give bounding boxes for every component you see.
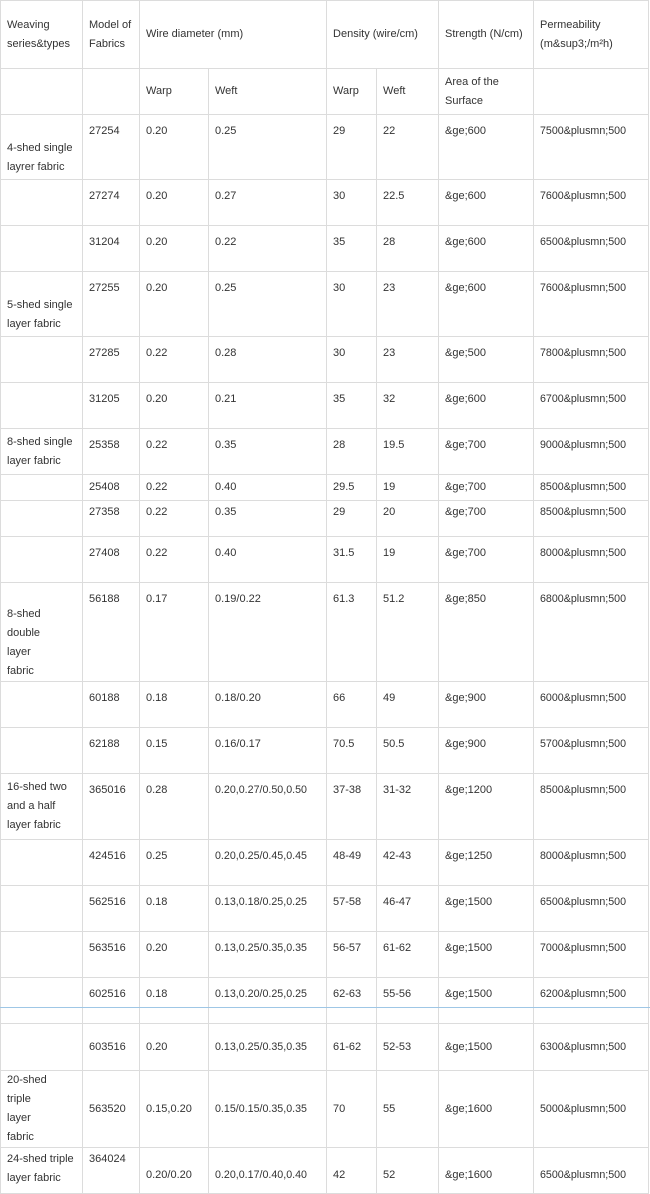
- cell-warp-density: 56-57: [327, 932, 377, 978]
- cell-warp-density: 30: [327, 337, 377, 383]
- cell-warp-density: 70: [327, 1071, 377, 1148]
- header-strength: Strength (N/cm): [439, 1, 534, 69]
- cell-weft-diameter: 0.35: [209, 501, 327, 537]
- cell-weft-density: 19: [377, 537, 439, 583]
- cell-model: 56188: [83, 583, 140, 682]
- cell-permeability: 7000&plusmn;500: [540, 942, 627, 954]
- cell-permeability: 7800&plusmn;500: [540, 347, 627, 359]
- series-label-empty: [1, 537, 83, 583]
- cell-warp-diameter: 0.22: [140, 429, 209, 475]
- series-label: 16-shed two and a half layer fabric: [1, 774, 83, 840]
- cell-permeability: 7500&plusmn;500: [540, 125, 627, 137]
- cell-warp-density: 66: [327, 682, 377, 728]
- cell-weft-density: 61-62: [377, 932, 439, 978]
- cell-permeability: 8500&plusmn;500: [540, 506, 627, 518]
- header-weft-density: Weft: [377, 69, 439, 115]
- series-label-empty: [1, 1024, 83, 1071]
- cell-warp-density: 37-38: [327, 774, 377, 840]
- cell-permeability: 6300&plusmn;500: [540, 1040, 627, 1053]
- cell-weft-diameter: 0.25: [209, 272, 327, 337]
- cell-permeability: 6800&plusmn;500: [540, 593, 627, 605]
- series-label: 5-shed single layer fabric: [1, 272, 83, 337]
- cell-model: 27274: [83, 180, 140, 226]
- cell-warp-diameter: 0.22: [140, 501, 209, 537]
- header-weft-diameter: Weft: [209, 69, 327, 115]
- cell-warp-density: 61-62: [327, 1024, 377, 1071]
- cell-weft-diameter: 0.22: [209, 226, 327, 272]
- cell-weft-density: 46-47: [377, 886, 439, 932]
- series-label: 4-shed single layrer fabric: [1, 115, 83, 180]
- series-label-empty: [1, 180, 83, 226]
- cell-warp-density: 28: [327, 429, 377, 475]
- cell-warp-diameter: 0.25: [140, 840, 209, 886]
- cell-weft-density: 55: [377, 1071, 439, 1148]
- cell-permeability: 8000&plusmn;500: [540, 850, 627, 862]
- cell-warp-diameter: 0.18: [140, 682, 209, 728]
- cell-model: 563516: [83, 932, 140, 978]
- cell-warp-density: 62-63: [327, 978, 377, 1024]
- series-label: 20-shed triple layer fabric: [1, 1071, 83, 1148]
- cell-strength: &ge;700: [439, 429, 534, 475]
- header-permeability: Permeability (m&sup3;/m²h): [534, 1, 649, 69]
- series-label-empty: [1, 475, 83, 501]
- cell-warp-density: 57-58: [327, 886, 377, 932]
- cell-permeability: 6500&plusmn;500: [540, 896, 627, 908]
- cell-weft-diameter: 0.13,0.25/0.35,0.35: [215, 942, 307, 954]
- header-warp-density: Warp: [327, 69, 377, 115]
- cell-weft-density: 52-53: [377, 1024, 439, 1071]
- cell-strength: &ge;600: [439, 115, 534, 180]
- cell-warp-density: 29: [327, 115, 377, 180]
- header-model: Model of Fabrics: [83, 1, 140, 69]
- cell-weft-diameter: 0.15/0.15/0.35,0.35: [215, 1102, 307, 1115]
- cell-permeability: 5000&plusmn;500: [540, 1102, 627, 1115]
- cell-strength: &ge;1500: [439, 886, 534, 932]
- cell-weft-density: 23: [377, 337, 439, 383]
- cell-weft-density: 52: [377, 1148, 439, 1194]
- cell-model: 364024: [83, 1148, 140, 1194]
- cell-warp-density: 35: [327, 383, 377, 429]
- cell-model: 603516: [83, 1024, 140, 1071]
- cell-weft-diameter: 0.40: [209, 537, 327, 583]
- cell-warp-diameter: 0.20: [140, 226, 209, 272]
- cell-strength: &ge;700: [439, 475, 534, 501]
- cell-warp-density: 70.5: [327, 728, 377, 774]
- cell-strength: &ge;900: [439, 682, 534, 728]
- cell-warp-diameter: 0.17: [140, 583, 209, 682]
- cell-warp-diameter: 0.22: [140, 337, 209, 383]
- cell-weft-density: 22.5: [377, 180, 439, 226]
- cell-model: 27254: [83, 115, 140, 180]
- cell-weft-density: 50.5: [377, 728, 439, 774]
- cell-warp-density: 31.5: [327, 537, 377, 583]
- cell-strength: &ge;600: [439, 180, 534, 226]
- cell-strength: &ge;700: [439, 537, 534, 583]
- cell-strength: &ge;600: [439, 383, 534, 429]
- cell-weft-density: 31-32: [377, 774, 439, 840]
- series-label-empty: [1, 840, 83, 886]
- cell-warp-diameter: 0.18: [140, 886, 209, 932]
- cell-model: 31204: [83, 226, 140, 272]
- cell-warp-density: 29: [327, 501, 377, 537]
- cell-model: 27285: [83, 337, 140, 383]
- series-label: 24-shed triple layer fabric: [1, 1148, 83, 1194]
- cell-permeability: 8000&plusmn;500: [540, 547, 627, 559]
- cell-permeability: 6700&plusmn;500: [540, 393, 627, 405]
- cell-model: 562516: [83, 886, 140, 932]
- cell-warp-density: 48-49: [327, 840, 377, 886]
- header-series-types: Weaving series&types: [1, 1, 83, 69]
- cell-strength: &ge;1200: [439, 774, 534, 840]
- cell-strength: &ge;1600: [439, 1148, 534, 1194]
- cell-model: 31205: [83, 383, 140, 429]
- cell-weft-diameter: 0.20,0.17/0.40,0.40: [215, 1169, 307, 1181]
- cell-weft-diameter: 0.21: [209, 383, 327, 429]
- cell-weft-density: 51.2: [377, 583, 439, 682]
- cell-warp-diameter: 0.22: [140, 537, 209, 583]
- separator-line: [0, 1007, 650, 1008]
- header-warp-diameter: Warp: [140, 69, 209, 115]
- cell-permeability: 6500&plusmn;500: [540, 1169, 627, 1181]
- cell-permeability: 6200&plusmn;500: [540, 988, 627, 1000]
- cell-weft-diameter: 0.18/0.20: [209, 682, 327, 728]
- header-area-surface: Area of the Surface: [439, 69, 534, 115]
- header-density: Density (wire/cm): [327, 1, 439, 69]
- cell-model: 25358: [83, 429, 140, 475]
- cell-strength: &ge;600: [439, 272, 534, 337]
- cell-warp-density: 61.3: [327, 583, 377, 682]
- cell-warp-density: 30: [327, 272, 377, 337]
- cell-weft-diameter: 0.27: [209, 180, 327, 226]
- cell-permeability: 6500&plusmn;500: [540, 236, 627, 248]
- cell-weft-diameter: 0.13,0.25/0.35,0.35: [215, 1040, 307, 1053]
- cell-weft-density: 49: [377, 682, 439, 728]
- cell-strength: &ge;700: [439, 501, 534, 537]
- cell-warp-diameter: 0.18: [140, 978, 209, 1024]
- series-label-empty: [1, 932, 83, 978]
- cell-strength: &ge;600: [439, 226, 534, 272]
- series-label-empty: [1, 337, 83, 383]
- cell-warp-density: 29.5: [327, 475, 377, 501]
- series-label: 8-shed double layer fabric: [1, 583, 83, 682]
- series-label-empty: [1, 682, 83, 728]
- cell-weft-density: 19.5: [377, 429, 439, 475]
- cell-permeability: 7600&plusmn;500: [540, 282, 627, 294]
- cell-model: 424516: [83, 840, 140, 886]
- cell-weft-diameter: 0.20,0.27/0.50,0.50: [215, 784, 307, 796]
- cell-weft-density: 55-56: [377, 978, 439, 1024]
- cell-permeability: 9000&plusmn;500: [540, 439, 627, 451]
- cell-strength: &ge;1250: [439, 840, 534, 886]
- cell-weft-diameter: 0.19/0.22: [209, 583, 327, 682]
- cell-model: 563520: [83, 1071, 140, 1148]
- cell-permeability: 6000&plusmn;500: [540, 692, 627, 704]
- series-label-empty: [1, 978, 83, 1024]
- cell-strength: &ge;850: [439, 583, 534, 682]
- cell-warp-diameter: 0.20: [140, 932, 209, 978]
- cell-model: 25408: [83, 475, 140, 501]
- cell-weft-diameter: 0.20,0.25/0.45,0.45: [215, 850, 307, 862]
- cell-model: 27408: [83, 537, 140, 583]
- cell-strength: &ge;1500: [439, 932, 534, 978]
- cell-permeability: 5700&plusmn;500: [540, 738, 627, 750]
- cell-warp-diameter: 0.20: [140, 272, 209, 337]
- cell-warp-diameter: 0.28: [140, 774, 209, 840]
- cell-warp-diameter: 0.20: [140, 383, 209, 429]
- cell-strength: &ge;500: [439, 337, 534, 383]
- series-label-empty: [1, 383, 83, 429]
- cell-weft-density: 22: [377, 115, 439, 180]
- cell-strength: &ge;900: [439, 728, 534, 774]
- cell-model: 602516: [83, 978, 140, 1024]
- cell-weft-diameter: 0.40: [209, 475, 327, 501]
- cell-weft-diameter: 0.28: [209, 337, 327, 383]
- cell-weft-diameter: 0.35: [209, 429, 327, 475]
- cell-warp-diameter: 0.20: [140, 180, 209, 226]
- series-label-empty: [1, 501, 83, 537]
- cell-strength: &ge;1500: [439, 1024, 534, 1071]
- cell-warp-diameter: 0.20/0.20: [140, 1148, 209, 1194]
- cell-strength: &ge;1500: [439, 978, 534, 1024]
- cell-warp-density: 35: [327, 226, 377, 272]
- cell-warp-diameter: 0.15,0.20: [140, 1071, 209, 1148]
- series-label-empty: [1, 728, 83, 774]
- cell-weft-density: 32: [377, 383, 439, 429]
- cell-weft-diameter: 0.13,0.18/0.25,0.25: [215, 896, 307, 908]
- series-label-empty: [1, 886, 83, 932]
- cell-warp-diameter: 0.15: [140, 728, 209, 774]
- cell-weft-diameter: 0.25: [209, 115, 327, 180]
- cell-model: 60188: [83, 682, 140, 728]
- header-empty: [1, 69, 83, 115]
- cell-warp-density: 42: [327, 1148, 377, 1194]
- series-label-empty: [1, 226, 83, 272]
- cell-permeability: 7600&plusmn;500: [540, 190, 627, 202]
- series-label: 8-shed single layer fabric: [1, 429, 83, 475]
- cell-weft-density: 23: [377, 272, 439, 337]
- cell-strength: &ge;1600: [439, 1071, 534, 1148]
- cell-permeability: 8500&plusmn;500: [540, 784, 627, 796]
- cell-warp-diameter: 0.20: [140, 115, 209, 180]
- cell-model: 365016: [83, 774, 140, 840]
- header-wire-diameter: Wire diameter (mm): [140, 1, 327, 69]
- cell-weft-density: 28: [377, 226, 439, 272]
- cell-warp-diameter: 0.20: [140, 1024, 209, 1071]
- cell-warp-density: 30: [327, 180, 377, 226]
- cell-model: 27358: [83, 501, 140, 537]
- cell-model: 27255: [83, 272, 140, 337]
- cell-weft-density: 42-43: [377, 840, 439, 886]
- cell-weft-density: 19: [377, 475, 439, 501]
- header-empty: [83, 69, 140, 115]
- cell-weft-density: 20: [377, 501, 439, 537]
- header-empty: [534, 69, 649, 115]
- cell-warp-diameter: 0.22: [140, 475, 209, 501]
- cell-weft-diameter: 0.16/0.17: [209, 728, 327, 774]
- cell-weft-diameter: 0.13,0.20/0.25,0.25: [215, 988, 307, 1000]
- cell-permeability: 8500&plusmn;500: [540, 481, 627, 493]
- cell-model: 62188: [83, 728, 140, 774]
